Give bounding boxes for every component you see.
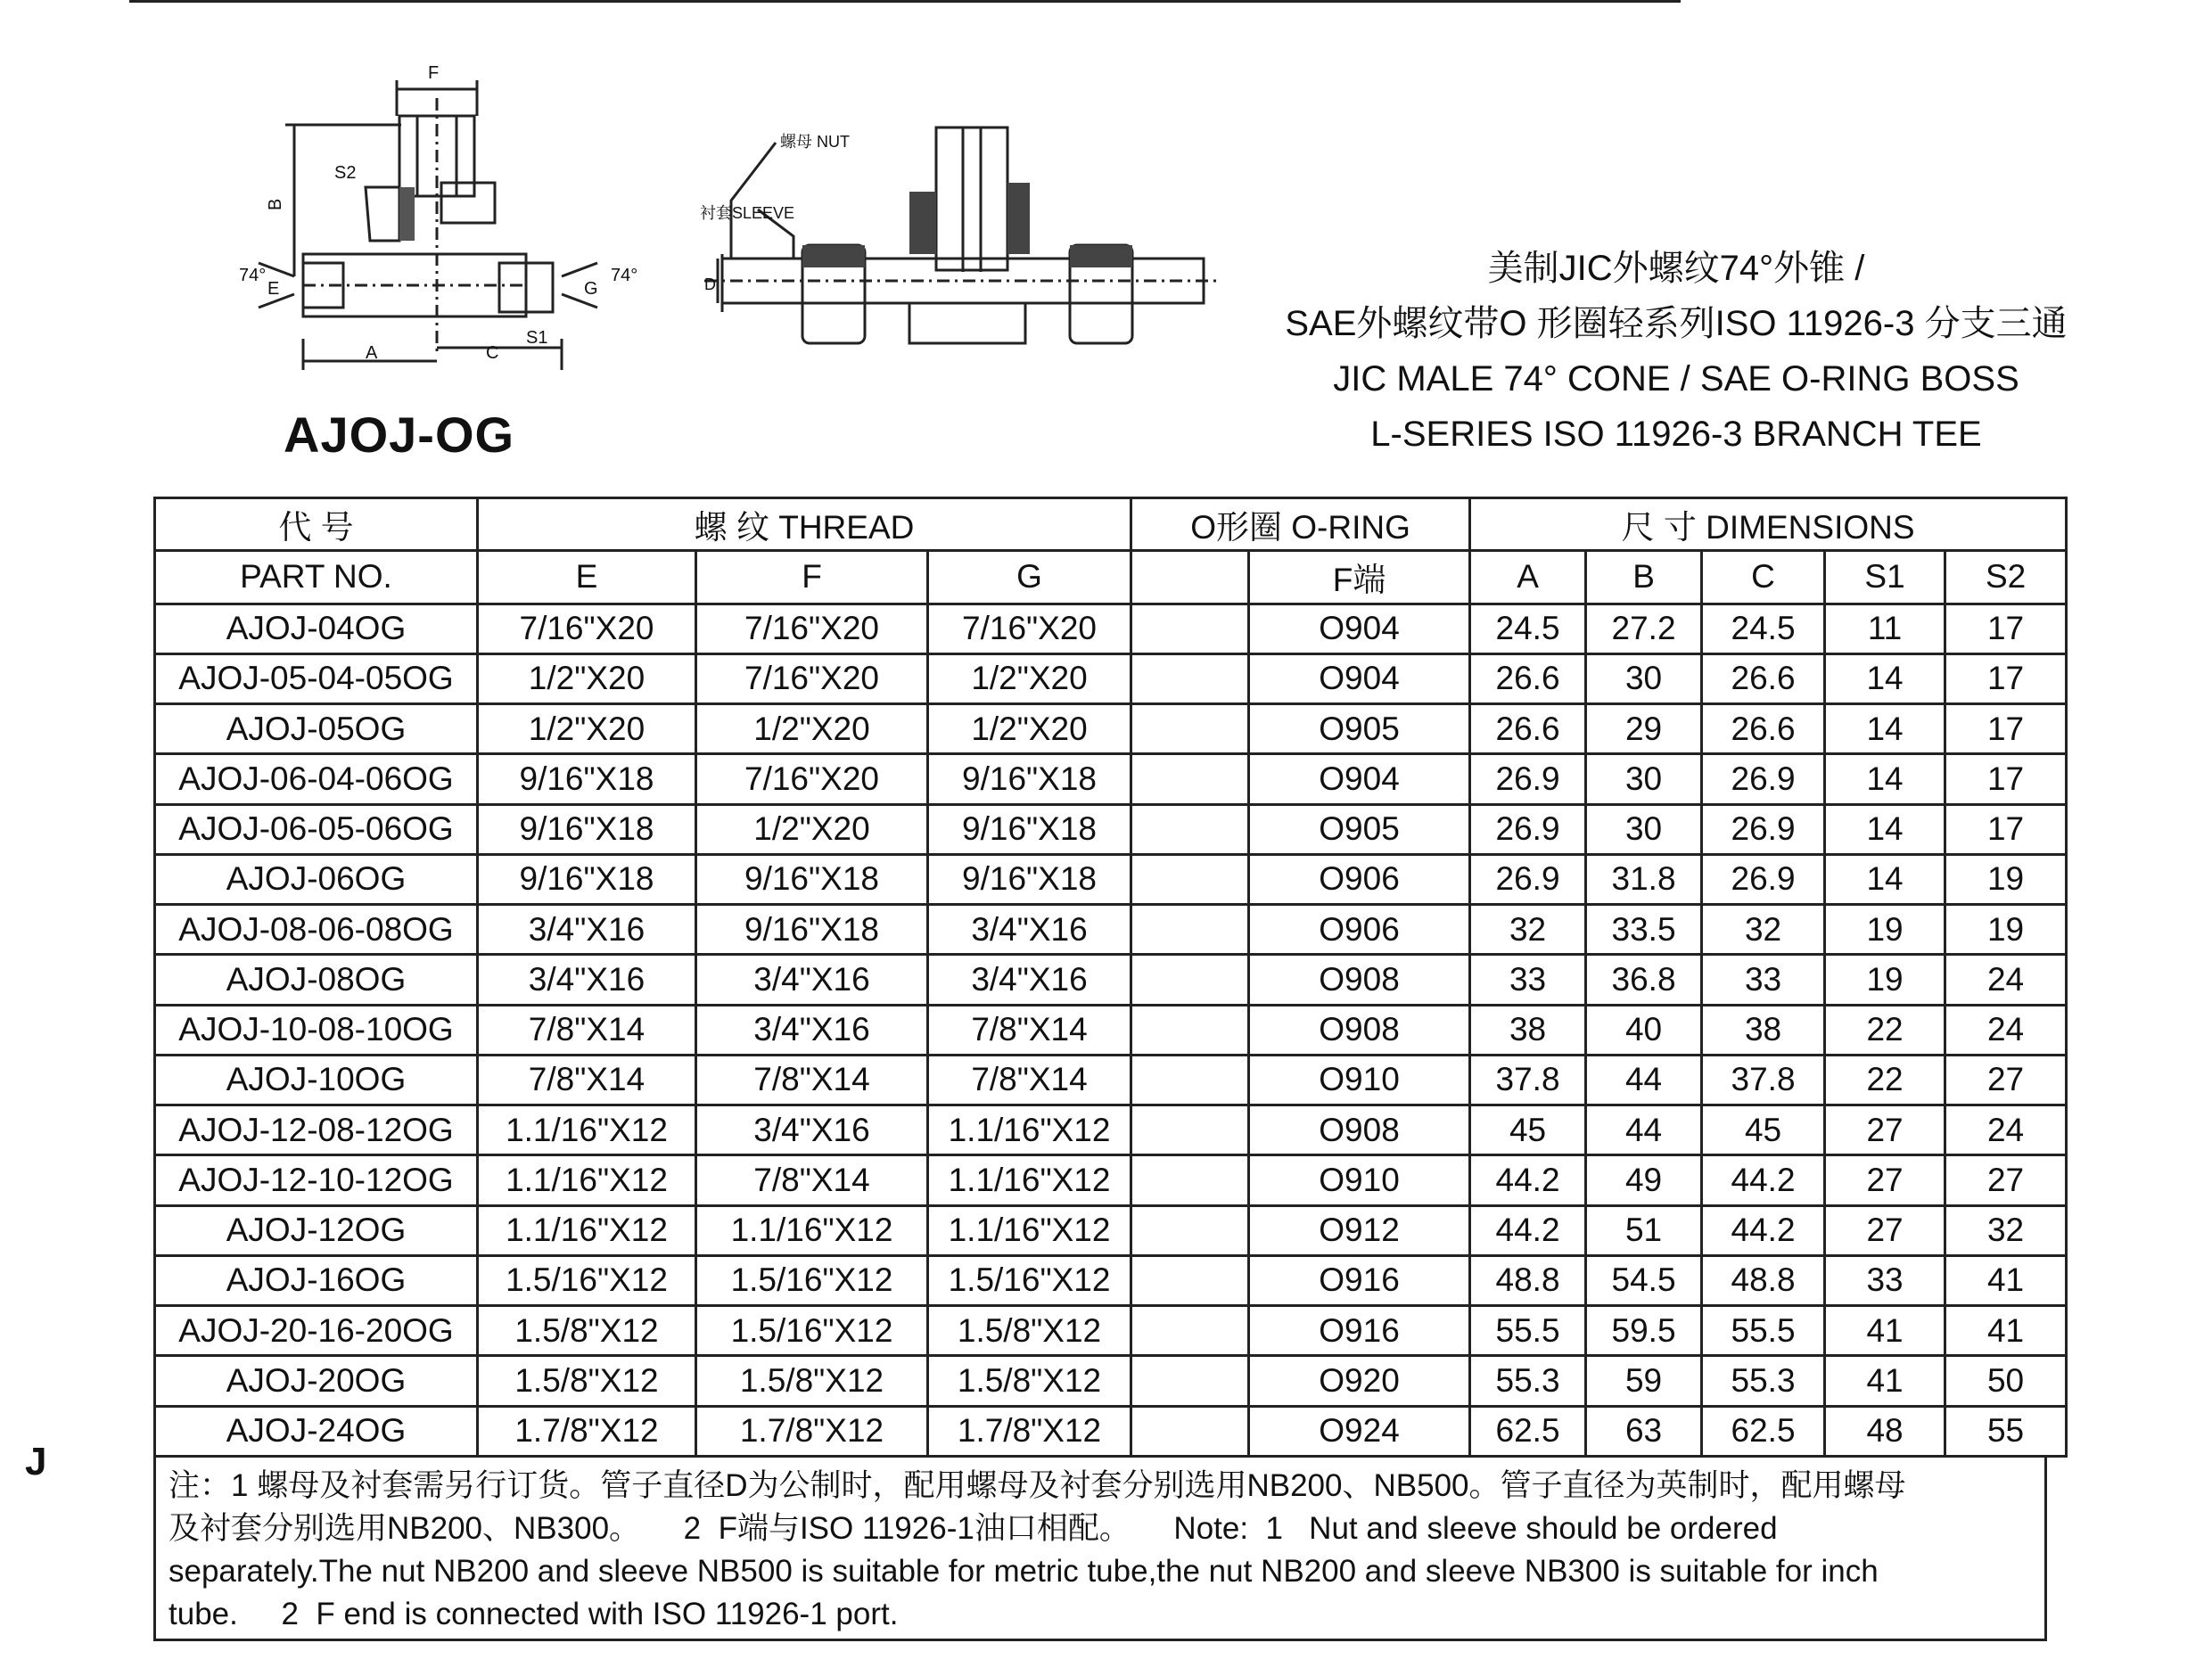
- header-B: B: [1586, 551, 1702, 604]
- table-row: [155, 1255, 2067, 1305]
- table-cell: AJOJ-05OG: [155, 704, 478, 754]
- table-cell: 55.3: [1470, 1356, 1586, 1406]
- table-cell: 1.7/8"X12: [928, 1406, 1131, 1456]
- header-E: E: [478, 551, 696, 604]
- table-cell: AJOJ-10OG: [155, 1055, 478, 1105]
- table-cell: 3/4"X16: [478, 955, 696, 1005]
- table-cell: 63: [1586, 1406, 1702, 1456]
- table-cell: O916: [1249, 1306, 1470, 1356]
- table-cell: 7/8"X14: [478, 1055, 696, 1105]
- table-cell: AJOJ-04OG: [155, 604, 478, 653]
- table-cell: 1.5/16"X12: [478, 1255, 696, 1305]
- label-sleeve: 衬套SLEEVE: [700, 204, 795, 222]
- table-cell: O905: [1249, 804, 1470, 854]
- label-S1: S1: [526, 328, 548, 348]
- label-F: F: [428, 63, 440, 83]
- table-cell: 1.5/8"X12: [928, 1356, 1131, 1406]
- table-cell: 22: [1825, 1005, 1945, 1055]
- table-cell: 62.5: [1470, 1406, 1586, 1456]
- table-row: [155, 1155, 2067, 1205]
- label-nut: 螺母 NUT: [780, 133, 850, 151]
- table-cell: 7/16"X20: [928, 604, 1131, 653]
- table-cell: [1131, 905, 1249, 955]
- table-cell: [1131, 653, 1249, 703]
- table-cell: AJOJ-16OG: [155, 1255, 478, 1305]
- table-cell: AJOJ-10-08-10OG: [155, 1005, 478, 1055]
- table-cell: [1131, 1055, 1249, 1105]
- table-cell: [1131, 1005, 1249, 1055]
- table-cell: 1/2"X20: [696, 704, 928, 754]
- table-cell: 7/8"X14: [478, 1005, 696, 1055]
- table-cell: 62.5: [1702, 1406, 1825, 1456]
- table-cell: 1.5/8"X12: [928, 1306, 1131, 1356]
- table-cell: 26.6: [1470, 704, 1586, 754]
- table-cell: 44.2: [1702, 1205, 1825, 1255]
- table-cell: 3/4"X16: [696, 1105, 928, 1155]
- table-cell: [1131, 955, 1249, 1005]
- table-cell: 3/4"X16: [928, 905, 1131, 955]
- table-cell: O906: [1249, 905, 1470, 955]
- table-cell: O905: [1249, 704, 1470, 754]
- label-A: A: [366, 343, 378, 363]
- table-cell: 9/16"X18: [478, 854, 696, 904]
- header-C: C: [1702, 551, 1825, 604]
- table-cell: 3/4"X16: [696, 1005, 928, 1055]
- table-row: [155, 1406, 2067, 1456]
- table-cell: 1.5/16"X12: [928, 1255, 1131, 1305]
- table-cell: 1.1/16"X12: [478, 1155, 696, 1205]
- table-cell: 32: [1945, 1205, 2067, 1255]
- header-S1: S1: [1825, 551, 1945, 604]
- table-cell: O906: [1249, 854, 1470, 904]
- table-cell: O908: [1249, 1005, 1470, 1055]
- table-row: [155, 1306, 2067, 1356]
- table-cell: 44.2: [1470, 1205, 1586, 1255]
- table-cell: 19: [1945, 854, 2067, 904]
- table-cell: 45: [1702, 1105, 1825, 1155]
- label-C: C: [486, 343, 499, 363]
- table-cell: 1.1/16"X12: [478, 1205, 696, 1255]
- table-cell: [1131, 1406, 1249, 1456]
- table-cell: 1.5/8"X12: [478, 1306, 696, 1356]
- title-line-1: 美制JIC外螺纹74°外锥 /: [1487, 249, 1865, 288]
- table-cell: 17: [1945, 754, 2067, 804]
- table-row: [155, 955, 2067, 1005]
- table-cell: 33: [1470, 955, 1586, 1005]
- table-cell: 38: [1470, 1005, 1586, 1055]
- table-cell: [1131, 1205, 1249, 1255]
- header-part-en: PART NO.: [155, 551, 478, 604]
- table-cell: 44: [1586, 1105, 1702, 1155]
- table-cell: 24: [1945, 955, 2067, 1005]
- table-cell: 7/8"X14: [928, 1055, 1131, 1105]
- table-cell: 32: [1702, 905, 1825, 955]
- table-cell: 7/16"X20: [696, 754, 928, 804]
- table-cell: 26.9: [1702, 754, 1825, 804]
- table-cell: 1/2"X20: [928, 704, 1131, 754]
- table-cell: 1/2"X20: [478, 704, 696, 754]
- table-cell: 27: [1945, 1155, 2067, 1205]
- table-cell: 7/8"X14: [696, 1055, 928, 1105]
- table-cell: 1.7/8"X12: [478, 1406, 696, 1456]
- table-cell: O908: [1249, 1105, 1470, 1155]
- table-cell: 55: [1945, 1406, 2067, 1456]
- table-cell: O908: [1249, 955, 1470, 1005]
- table-cell: 3/4"X16: [696, 955, 928, 1005]
- table-cell: O904: [1249, 604, 1470, 653]
- header-S2: S2: [1945, 551, 2067, 604]
- table-cell: AJOJ-12-08-12OG: [155, 1105, 478, 1155]
- table-cell: 14: [1825, 653, 1945, 703]
- header-row-sub: [155, 551, 2067, 604]
- table-cell: 1.5/16"X12: [696, 1306, 928, 1356]
- table-cell: 27: [1825, 1155, 1945, 1205]
- table-cell: 9/16"X18: [478, 804, 696, 854]
- table-cell: 9/16"X18: [928, 754, 1131, 804]
- note-line-4: tube. 2 F end is connected with ISO 11926-1 port.: [169, 1597, 899, 1631]
- table-cell: 1.5/16"X12: [696, 1255, 928, 1305]
- table-cell: [1131, 704, 1249, 754]
- table-cell: AJOJ-20-16-20OG: [155, 1306, 478, 1356]
- table-cell: 26.9: [1470, 754, 1586, 804]
- table-cell: [1131, 1306, 1249, 1356]
- table-cell: 33: [1825, 1255, 1945, 1305]
- table-cell: 7/16"X20: [696, 653, 928, 703]
- table-body: [155, 604, 2067, 1456]
- table-cell: [1131, 1155, 1249, 1205]
- fitting-drawing-dimensioned: [169, 62, 687, 383]
- table-cell: 7/8"X14: [696, 1155, 928, 1205]
- label-B: B: [266, 198, 285, 210]
- table-cell: 24.5: [1470, 604, 1586, 653]
- table-cell: [1131, 754, 1249, 804]
- table-cell: 44.2: [1702, 1155, 1825, 1205]
- table-cell: 19: [1825, 905, 1945, 955]
- table-row: [155, 604, 2067, 653]
- label-G: G: [584, 279, 598, 299]
- table-cell: 7/8"X14: [928, 1005, 1131, 1055]
- table-cell: 30: [1586, 754, 1702, 804]
- table-cell: 1.5/8"X12: [478, 1356, 696, 1406]
- table-cell: O904: [1249, 653, 1470, 703]
- table-cell: 9/16"X18: [696, 905, 928, 955]
- table-cell: [1131, 854, 1249, 904]
- table-cell: 29: [1586, 704, 1702, 754]
- table-cell: 3/4"X16: [478, 905, 696, 955]
- table-cell: 14: [1825, 804, 1945, 854]
- table-cell: AJOJ-12OG: [155, 1205, 478, 1255]
- table-cell: 1.1/16"X12: [928, 1205, 1131, 1255]
- table-cell: 27.2: [1586, 604, 1702, 653]
- section-letter: J: [25, 1440, 47, 1483]
- table-cell: AJOJ-24OG: [155, 1406, 478, 1456]
- table-cell: 26.9: [1470, 804, 1586, 854]
- table-cell: AJOJ-08OG: [155, 955, 478, 1005]
- table-cell: 50: [1945, 1356, 2067, 1406]
- table-cell: 33: [1702, 955, 1825, 1005]
- top-rule: [129, 0, 1681, 3]
- table-cell: 1.1/16"X12: [928, 1155, 1131, 1205]
- table-cell: 26.6: [1702, 653, 1825, 703]
- table-cell: 26.6: [1470, 653, 1586, 703]
- table-cell: 40: [1586, 1005, 1702, 1055]
- product-code: AJOJ-OG: [284, 407, 515, 463]
- table-cell: 1.1/16"X12: [928, 1105, 1131, 1155]
- fitting-drawing-assembly: [695, 120, 1230, 352]
- header-F-end: F端: [1249, 551, 1470, 604]
- table-cell: 37.8: [1702, 1055, 1825, 1105]
- header-dimensions: 尺 寸 DIMENSIONS: [1470, 498, 2067, 551]
- table-cell: 45: [1470, 1105, 1586, 1155]
- table-row: [155, 1055, 2067, 1105]
- table-cell: AJOJ-06-05-06OG: [155, 804, 478, 854]
- table-row: [155, 704, 2067, 754]
- header-row-top: [155, 498, 2067, 551]
- table-cell: 24.5: [1702, 604, 1825, 653]
- table-cell: 24: [1945, 1105, 2067, 1155]
- table-cell: 38: [1702, 1005, 1825, 1055]
- table-cell: 24: [1945, 1005, 2067, 1055]
- header-thread: 螺 纹 THREAD: [478, 498, 1131, 551]
- table-cell: [1131, 604, 1249, 653]
- table-cell: 59.5: [1586, 1306, 1702, 1356]
- table-cell: 30: [1586, 653, 1702, 703]
- table-cell: 36.8: [1586, 955, 1702, 1005]
- title-line-2: SAE外螺纹带O 形圈轻系列ISO 11926-3 分支三通: [1285, 304, 2068, 343]
- notes-block: [153, 1458, 2047, 1641]
- table-cell: 14: [1825, 854, 1945, 904]
- table-cell: 19: [1945, 905, 2067, 955]
- table-cell: 1.5/8"X12: [696, 1356, 928, 1406]
- header-F: F: [696, 551, 928, 604]
- table-cell: O904: [1249, 754, 1470, 804]
- label-S2: S2: [334, 163, 357, 183]
- table-cell: 51: [1586, 1205, 1702, 1255]
- table-cell: [1131, 804, 1249, 854]
- table-cell: 44.2: [1470, 1155, 1586, 1205]
- table-row: [155, 854, 2067, 904]
- table-cell: AJOJ-05-04-05OG: [155, 653, 478, 703]
- table-cell: 31.8: [1586, 854, 1702, 904]
- table-cell: 3/4"X16: [928, 955, 1131, 1005]
- table-cell: 55.5: [1470, 1306, 1586, 1356]
- table-row: [155, 1005, 2067, 1055]
- table-row: [155, 905, 2067, 955]
- table-cell: 37.8: [1470, 1055, 1586, 1105]
- label-D: D: [704, 275, 716, 293]
- table-cell: 55.5: [1702, 1306, 1825, 1356]
- table-cell: 7/16"X20: [478, 604, 696, 653]
- table-cell: 27: [1825, 1205, 1945, 1255]
- table-cell: AJOJ-20OG: [155, 1356, 478, 1406]
- table-cell: 19: [1825, 955, 1945, 1005]
- table-cell: 1.1/16"X12: [478, 1105, 696, 1155]
- header-part-cn: 代 号: [155, 498, 478, 551]
- table-cell: AJOJ-06-04-06OG: [155, 754, 478, 804]
- table-cell: AJOJ-12-10-12OG: [155, 1155, 478, 1205]
- header-blank: [1131, 551, 1249, 604]
- table-row: [155, 1105, 2067, 1155]
- table-cell: 1.1/16"X12: [696, 1205, 928, 1255]
- table-cell: 26.9: [1702, 854, 1825, 904]
- table-cell: 1/2"X20: [478, 653, 696, 703]
- table-cell: 17: [1945, 604, 2067, 653]
- table-cell: 30: [1586, 804, 1702, 854]
- note-line-3: separately.The nut NB200 and sleeve NB500 is suitable for metric tube,the nut NB200 and sleeve NB300 is suitable for inch: [169, 1554, 1879, 1589]
- label-E: E: [267, 279, 280, 299]
- table-row: [155, 754, 2067, 804]
- table-cell: 41: [1825, 1356, 1945, 1406]
- table-cell: 9/16"X18: [696, 854, 928, 904]
- table-cell: O910: [1249, 1055, 1470, 1105]
- table-cell: 27: [1945, 1055, 2067, 1105]
- label-angle-right: 74°: [611, 266, 638, 285]
- table-cell: 26.9: [1702, 804, 1825, 854]
- table-cell: 26.9: [1470, 854, 1586, 904]
- table-cell: 41: [1825, 1306, 1945, 1356]
- table-cell: 22: [1825, 1055, 1945, 1105]
- table-cell: O912: [1249, 1205, 1470, 1255]
- table-cell: [1131, 1105, 1249, 1155]
- table-cell: O910: [1249, 1155, 1470, 1205]
- header-G: G: [928, 551, 1131, 604]
- table-row: [155, 653, 2067, 703]
- table-cell: 17: [1945, 704, 2067, 754]
- table-cell: [1131, 1255, 1249, 1305]
- table-cell: 41: [1945, 1255, 2067, 1305]
- table-row: [155, 1356, 2067, 1406]
- table-row: [155, 804, 2067, 854]
- table-cell: 59: [1586, 1356, 1702, 1406]
- table-cell: O916: [1249, 1255, 1470, 1305]
- table-cell: 9/16"X18: [928, 854, 1131, 904]
- title-line-3: JIC MALE 74° CONE / SAE O-RING BOSS: [1333, 359, 2019, 398]
- table-cell: 48: [1825, 1406, 1945, 1456]
- table-cell: 7/16"X20: [696, 604, 928, 653]
- table-cell: 55.3: [1702, 1356, 1825, 1406]
- header-A: A: [1470, 551, 1586, 604]
- table-cell: 9/16"X18: [928, 804, 1131, 854]
- table-cell: 41: [1945, 1306, 2067, 1356]
- table-cell: 11: [1825, 604, 1945, 653]
- table-cell: O920: [1249, 1356, 1470, 1406]
- table-cell: 32: [1470, 905, 1586, 955]
- table-cell: 54.5: [1586, 1255, 1702, 1305]
- table-cell: 9/16"X18: [478, 754, 696, 804]
- table-cell: 26.6: [1702, 704, 1825, 754]
- table-cell: 48.8: [1702, 1255, 1825, 1305]
- table-cell: AJOJ-08-06-08OG: [155, 905, 478, 955]
- table-cell: 33.5: [1586, 905, 1702, 955]
- table-row: [155, 1205, 2067, 1255]
- table-cell: 1/2"X20: [928, 653, 1131, 703]
- header-oring: O形圈 O-RING: [1131, 498, 1470, 551]
- table-cell: AJOJ-06OG: [155, 854, 478, 904]
- note-line-2: 及衬套分别选用NB200、NB300。 2 F端与ISO 11926-1油口相配。 Note: 1 Nut and sleeve should be ordered: [169, 1511, 1778, 1546]
- table-cell: 48.8: [1470, 1255, 1586, 1305]
- table-cell: O924: [1249, 1406, 1470, 1456]
- label-angle-left: 74°: [239, 266, 267, 285]
- table-cell: 14: [1825, 704, 1945, 754]
- spec-table: [153, 497, 2068, 1458]
- note-line-1: 注：1 螺母及衬套需另行订货。管子直径D为公制时，配用螺母及衬套分别选用NB200、NB500。管子直径为英制时，配用螺母: [169, 1468, 1906, 1503]
- title-line-4: L-SERIES ISO 11926-3 BRANCH TEE: [1370, 415, 1982, 454]
- table-cell: [1131, 1356, 1249, 1406]
- table-cell: 27: [1825, 1105, 1945, 1155]
- table-cell: 49: [1586, 1155, 1702, 1205]
- table-cell: 17: [1945, 653, 2067, 703]
- table-cell: 44: [1586, 1055, 1702, 1105]
- title-block: [1230, 241, 2122, 462]
- table-cell: 1.7/8"X12: [696, 1406, 928, 1456]
- table-cell: 17: [1945, 804, 2067, 854]
- table-cell: 14: [1825, 754, 1945, 804]
- table-cell: 1/2"X20: [696, 804, 928, 854]
